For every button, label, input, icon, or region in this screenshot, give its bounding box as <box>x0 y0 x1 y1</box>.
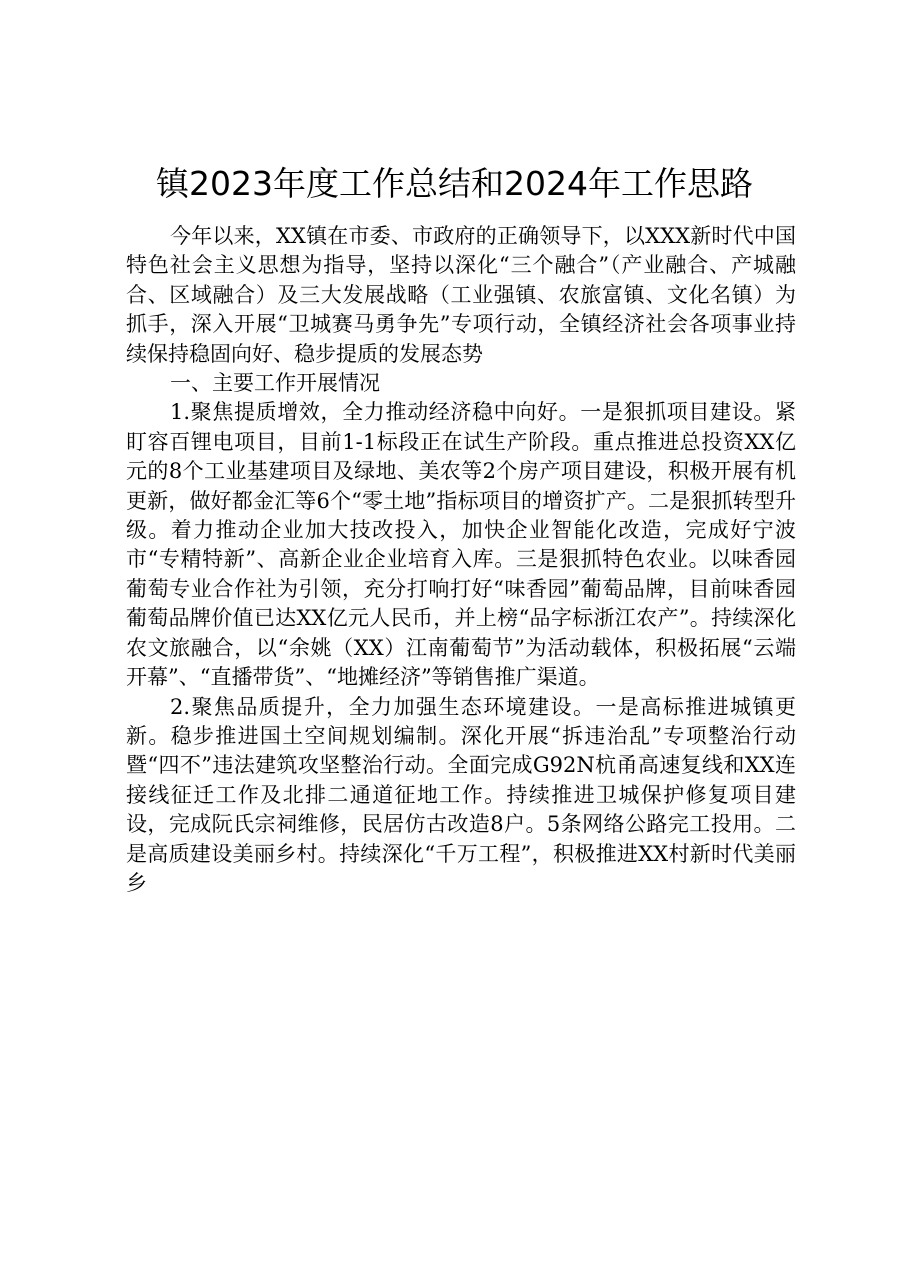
item-1-paragraph: 1.聚焦提质增效，全力推动经济稳中向好。一是狠抓项目建设。紧盯容百锂电项目，目前1-1标段正在试生产阶段。重点推进总投资XX亿元的8个工业基建项目及绿地、美农等2个房产项目建设，积极开展有机更新，做好都金汇等6个“零土地”指标项目的增资扩产。二是狠抓转型升级。着力推动企业加大技改投入，加快企业智能化改造，完成好宁波市“专精特新”、高新企业企业培育入库。三是狠抓特色农业。以味香园葡萄专业合作社为引领，充分打响打好“味香园”葡萄品牌，目前味香园葡萄品牌价值已达XX亿元人民币，并上榜“品字标浙江农产”。持续深化农文旅融合，以“余姚（XX）江南葡萄节”为活动载体，积极拓展“云端开幕”、“直播带货”、“地摊经济”等销售推广渠道。 <box>126 400 796 690</box>
document-body <box>126 222 796 898</box>
item-2-paragraph: 2.聚焦品质提升，全力加强生态环境建设。一是高标推进城镇更新。稳步推进国土空间规划编制。深化开展“拆违治乱”专项整治行动暨“四不”违法建筑攻坚整治行动。全面完成G92N杭甬高速复线和XX连接线征迁工作及北排二通道征地工作。持续推进卫城保护修复项目建设，完成阮氏宗祠维修，民居仿古改造8户。5条网络公路完工投用。二是高质建设美丽乡村。持续深化“千万工程”，积极推进XX村新时代美丽乡 <box>126 694 796 895</box>
intro-paragraph: 今年以来，XX镇在市委、市政府的正确领导下，以XXX新时代中国特色社会主义思想为指导，坚持以深化“三个融合”（产业融合、产城融合、区域融合）及三大发展战略（工业强镇、农旅富镇、文化名镇）为抓手，深入开展“卫城赛马勇争先”专项行动，全镇经济社会各项事业持续保持稳固向好、稳步提质的发展态势 <box>126 224 796 366</box>
document-title: 镇2023年度工作总结和2024年工作思路 <box>156 164 753 203</box>
section-heading: 一、主要工作开展情况 <box>170 371 380 396</box>
